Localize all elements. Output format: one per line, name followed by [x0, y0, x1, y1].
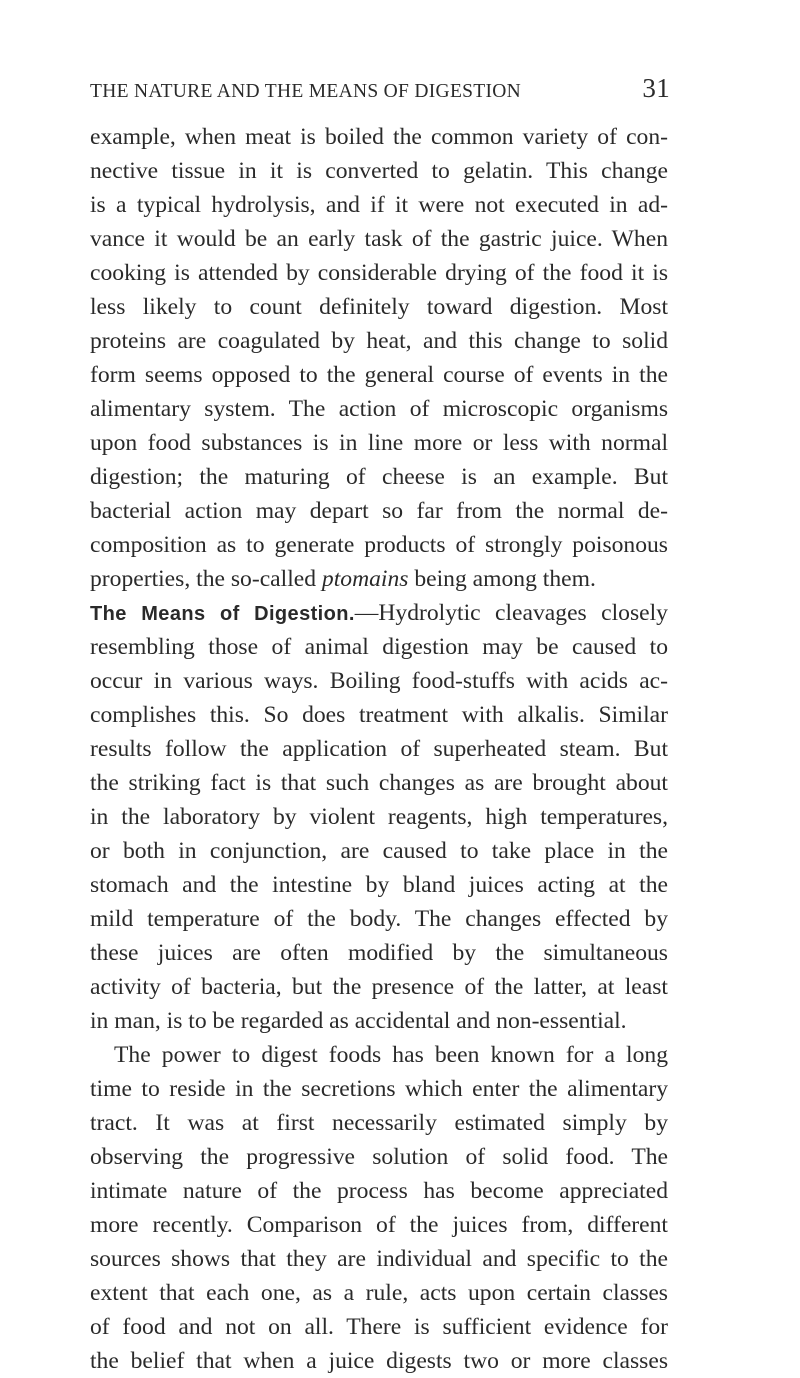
text-line: tract. It was at first necessarily estimated simply by	[90, 1110, 668, 1136]
text-line	[90, 562, 668, 596]
body-text	[90, 120, 668, 1378]
text-line: vance it would be an early task of the gastric juice. When	[90, 226, 668, 252]
text-line: sources shows that they are individual and specific to the	[90, 1246, 668, 1272]
text-line: extent that each one, as a rule, acts upon certain classes	[90, 1280, 668, 1306]
text-fragment: properties, the so-called	[90, 566, 322, 592]
italic-term: ptomains	[321, 566, 409, 592]
text-line: activity of bacteria, but the presence of the latter, at least	[90, 974, 668, 1000]
text-line: nective tissue in it is converted to gelatin. This change	[90, 158, 668, 184]
text-line: upon food substances is in line more or less with normal	[90, 430, 668, 456]
text-line: The power to digest foods has been known for a long	[114, 1042, 668, 1068]
text-line: results follow the application of superheated steam. But	[90, 736, 668, 762]
text-line: composition as to generate products of strongly poisonous	[90, 532, 668, 558]
running-head	[90, 73, 670, 108]
text-line: occur in various ways. Boiling food-stuffs with acids ac-	[90, 668, 668, 694]
book-page	[90, 73, 670, 1378]
paragraph-3	[90, 1038, 668, 1378]
paragraph-2	[90, 596, 668, 1038]
text-line: is a typical hydrolysis, and if it were not executed in ad-	[90, 192, 668, 218]
text-line: resembling those of animal digestion may be caused to	[90, 634, 668, 660]
text-line: mild temperature of the body. The changes effected by	[90, 906, 668, 932]
text-line: in the laboratory by violent reagents, high temperatures,	[90, 804, 668, 830]
text-line: example, when meat is boiled the common variety of con-	[90, 124, 668, 150]
text-line: alimentary system. The action of microscopic organisms	[90, 396, 668, 422]
page-number: 31	[642, 73, 670, 103]
text-line: time to reside in the secretions which enter the alimentary	[90, 1076, 668, 1102]
text-line: of food and not on all. There is sufficient evidence for	[90, 1314, 668, 1340]
text-line	[90, 596, 668, 630]
text-line: proteins are coagulated by heat, and this change to solid	[90, 328, 668, 354]
text-line: less likely to count definitely toward digestion. Most	[90, 294, 668, 320]
text-line: the striking fact is that such changes as are brought about	[90, 770, 668, 796]
text-fragment: being among them.	[408, 566, 596, 592]
text-fragment: —Hydrolytic cleavages closely	[354, 600, 668, 626]
text-line: stomach and the intestine by bland juices acting at the	[90, 872, 668, 898]
paragraph-1	[90, 120, 668, 596]
text-line: complishes this. So does treatment with alkalis. Similar	[90, 702, 668, 728]
text-line: cooking is attended by considerable drying of the food it is	[90, 260, 668, 286]
text-line: digestion; the maturing of cheese is an example. But	[90, 464, 668, 490]
text-line: or both in conjunction, are caused to take place in the	[90, 838, 668, 864]
text-line: observing the progressive solution of solid food. The	[90, 1144, 668, 1170]
text-line: the belief that when a juice digests two or more classes	[90, 1348, 668, 1374]
text-line: bacterial action may depart so far from the normal de-	[90, 498, 668, 524]
text-line: intimate nature of the process has become appreciated	[90, 1178, 668, 1204]
text-line: more recently. Comparison of the juices from, different	[90, 1212, 668, 1238]
text-line: form seems opposed to the general course of events in the	[90, 362, 668, 388]
section-heading: The Means of Digestion.	[90, 603, 355, 625]
text-line: in man, is to be regarded as accidental and non-essential.	[90, 1008, 627, 1034]
text-line: these juices are often modified by the simultaneous	[90, 940, 668, 966]
running-head-title: THE NATURE AND THE MEANS OF DIGESTION	[90, 81, 522, 102]
